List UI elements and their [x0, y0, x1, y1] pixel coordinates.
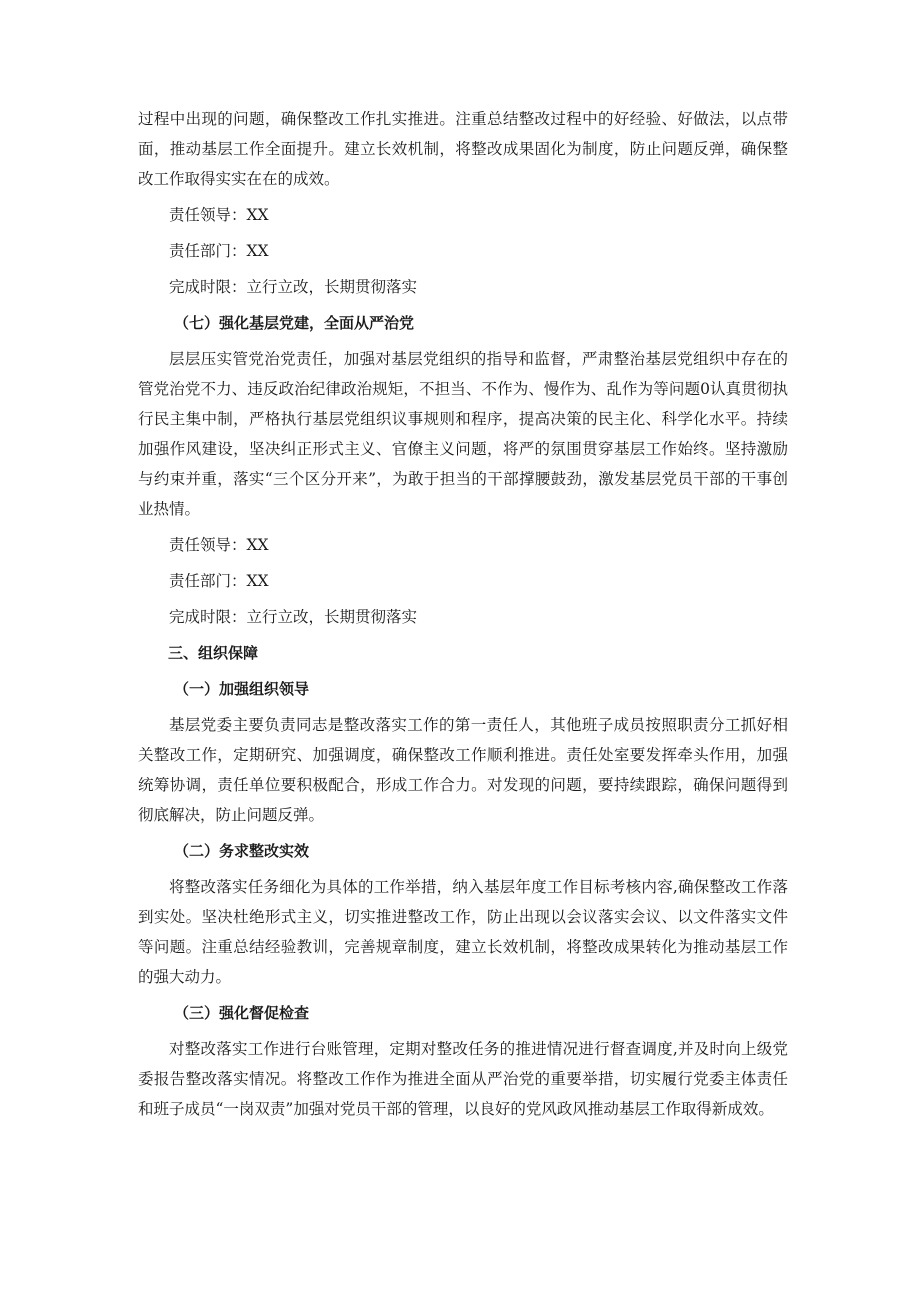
section-3-body: 对整改落实工作进行台账管理，定期对整改任务的推进情况进行督查调度,并及时向上级党委报告整改落实情况。将整改工作作为推进全面从严治党的重要举措，切实履行党委主体责任和班子成员“一岗双责”加强对党员干部的管理，以良好的党风政风推动基层工作取得新成效。: [138, 1040, 788, 1118]
responsible-leader: 责任领导：XX: [169, 206, 269, 224]
section-heading-2: （二）务求整改实效: [174, 842, 310, 860]
paragraph-continued: 过程中出现的问题，确保整改工作扎实推进。注重总结整改过程中的好经验、好做法，以点带面，推动基层工作全面提升。建立长效机制，将整改成果固化为制度，防止问题反弹，确保整改工作取得实实在在的成效。: [138, 110, 788, 188]
section-heading-3: （三）强化督促检查: [174, 1004, 310, 1022]
chapter-heading-3: 三、组织保障: [168, 644, 259, 662]
section-7-body: 层层压实管党治党责任，加强对基层党组织的指导和监督，严肃整治基层党组织中存在的管党治党不力、违反政治纪律政治规矩，不担当、不作为、慢作为、乱作为等问题0认真贯彻执行民主集中制，严格执行基层党组织议事规则和程序，提高决策的民主化、科学化水平。持续加强作风建设，坚决纠正形式主义、官僚主义问题，将严的氛围贯穿基层工作始终。坚持激励与约束并重，落实“三个区分开来”，为敢于担当的干部撑腰鼓劲，激发基层党员干部的干事创业热情。: [138, 350, 788, 518]
section-heading-1: （一）加强组织领导: [174, 680, 310, 698]
completion-deadline: 完成时限：立行立改，长期贯彻落实: [169, 608, 418, 626]
section-1-body: 基层党委主要负责同志是整改落实工作的第一责任人，其他班子成员按照职责分工抓好相关整改工作，定期研究、加强调度，确保整改工作顺利推进。责任处室要发挥牵头作用，加强统筹协调，责任单位要积极配合，形成工作合力。对发现的问题，要持续跟踪，确保问题得到彻底解决，防止问题反弹。: [138, 716, 788, 824]
responsible-department: 责任部门：XX: [169, 572, 269, 590]
responsible-leader: 责任领导：XX: [169, 536, 269, 554]
section-2-body: 将整改落实任务细化为具体的工作举措，纳入基层年度工作目标考核内容,确保整改工作落到实处。坚决杜绝形式主义，切实推进整改工作，防止出现以会议落实会议、以文件落实文件等问题。注重总结经验教训，完善规章制度，建立长效机制，将整改成果转化为推动基层工作的强大动力。: [138, 878, 788, 986]
responsible-department: 责任部门：XX: [169, 242, 269, 260]
completion-deadline: 完成时限：立行立改，长期贯彻落实: [169, 278, 418, 296]
section-heading-7: （七）强化基层党建，全面从严治党: [174, 314, 415, 332]
document-page: [138, 104, 788, 1124]
